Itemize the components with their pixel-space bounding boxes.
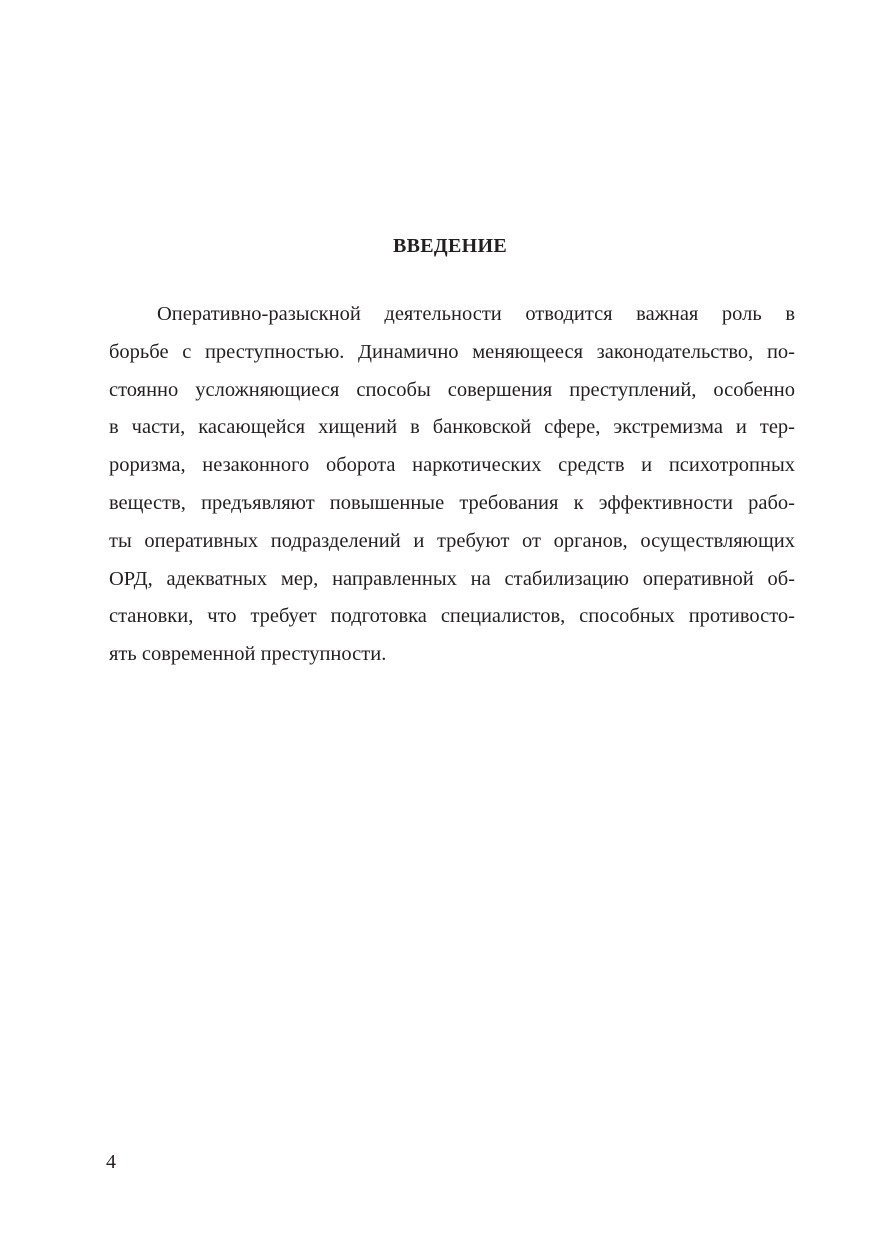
introduction-paragraph [109,296,795,674]
paragraph-line: Оперативно-разыскной деятельности отводится важная роль в [157,303,795,325]
section-heading: ВВЕДЕНИЕ [393,235,507,257]
paragraph-line: ОРД, адекватных мер, направленных на стабилизацию оперативной об- [109,567,795,590]
paragraph-line: ять современной преступности. [109,643,387,666]
paragraph-line: в части, касающейся хищений в банковской сфере, экстремизма и тер- [109,416,795,439]
paragraph-line: стоянно усложняющиеся способы совершения преступлений, особенно [109,378,795,401]
paragraph-line: роризма, незаконного оборота наркотических средств и психотропных [109,454,795,477]
paragraph-line: борьбе с преступностью. Динамично меняющееся законодательство, по- [109,340,795,363]
page-number: 4 [106,1151,116,1173]
paragraph-line: веществ, предъявляют повышенные требования к эффективности рабо- [109,491,795,514]
paragraph-line: ты оперативных подразделений и требуют от органов, осуществляющих [109,529,795,552]
paragraph-line: становки, что требует подготовка специалистов, способных противосто- [109,605,795,628]
